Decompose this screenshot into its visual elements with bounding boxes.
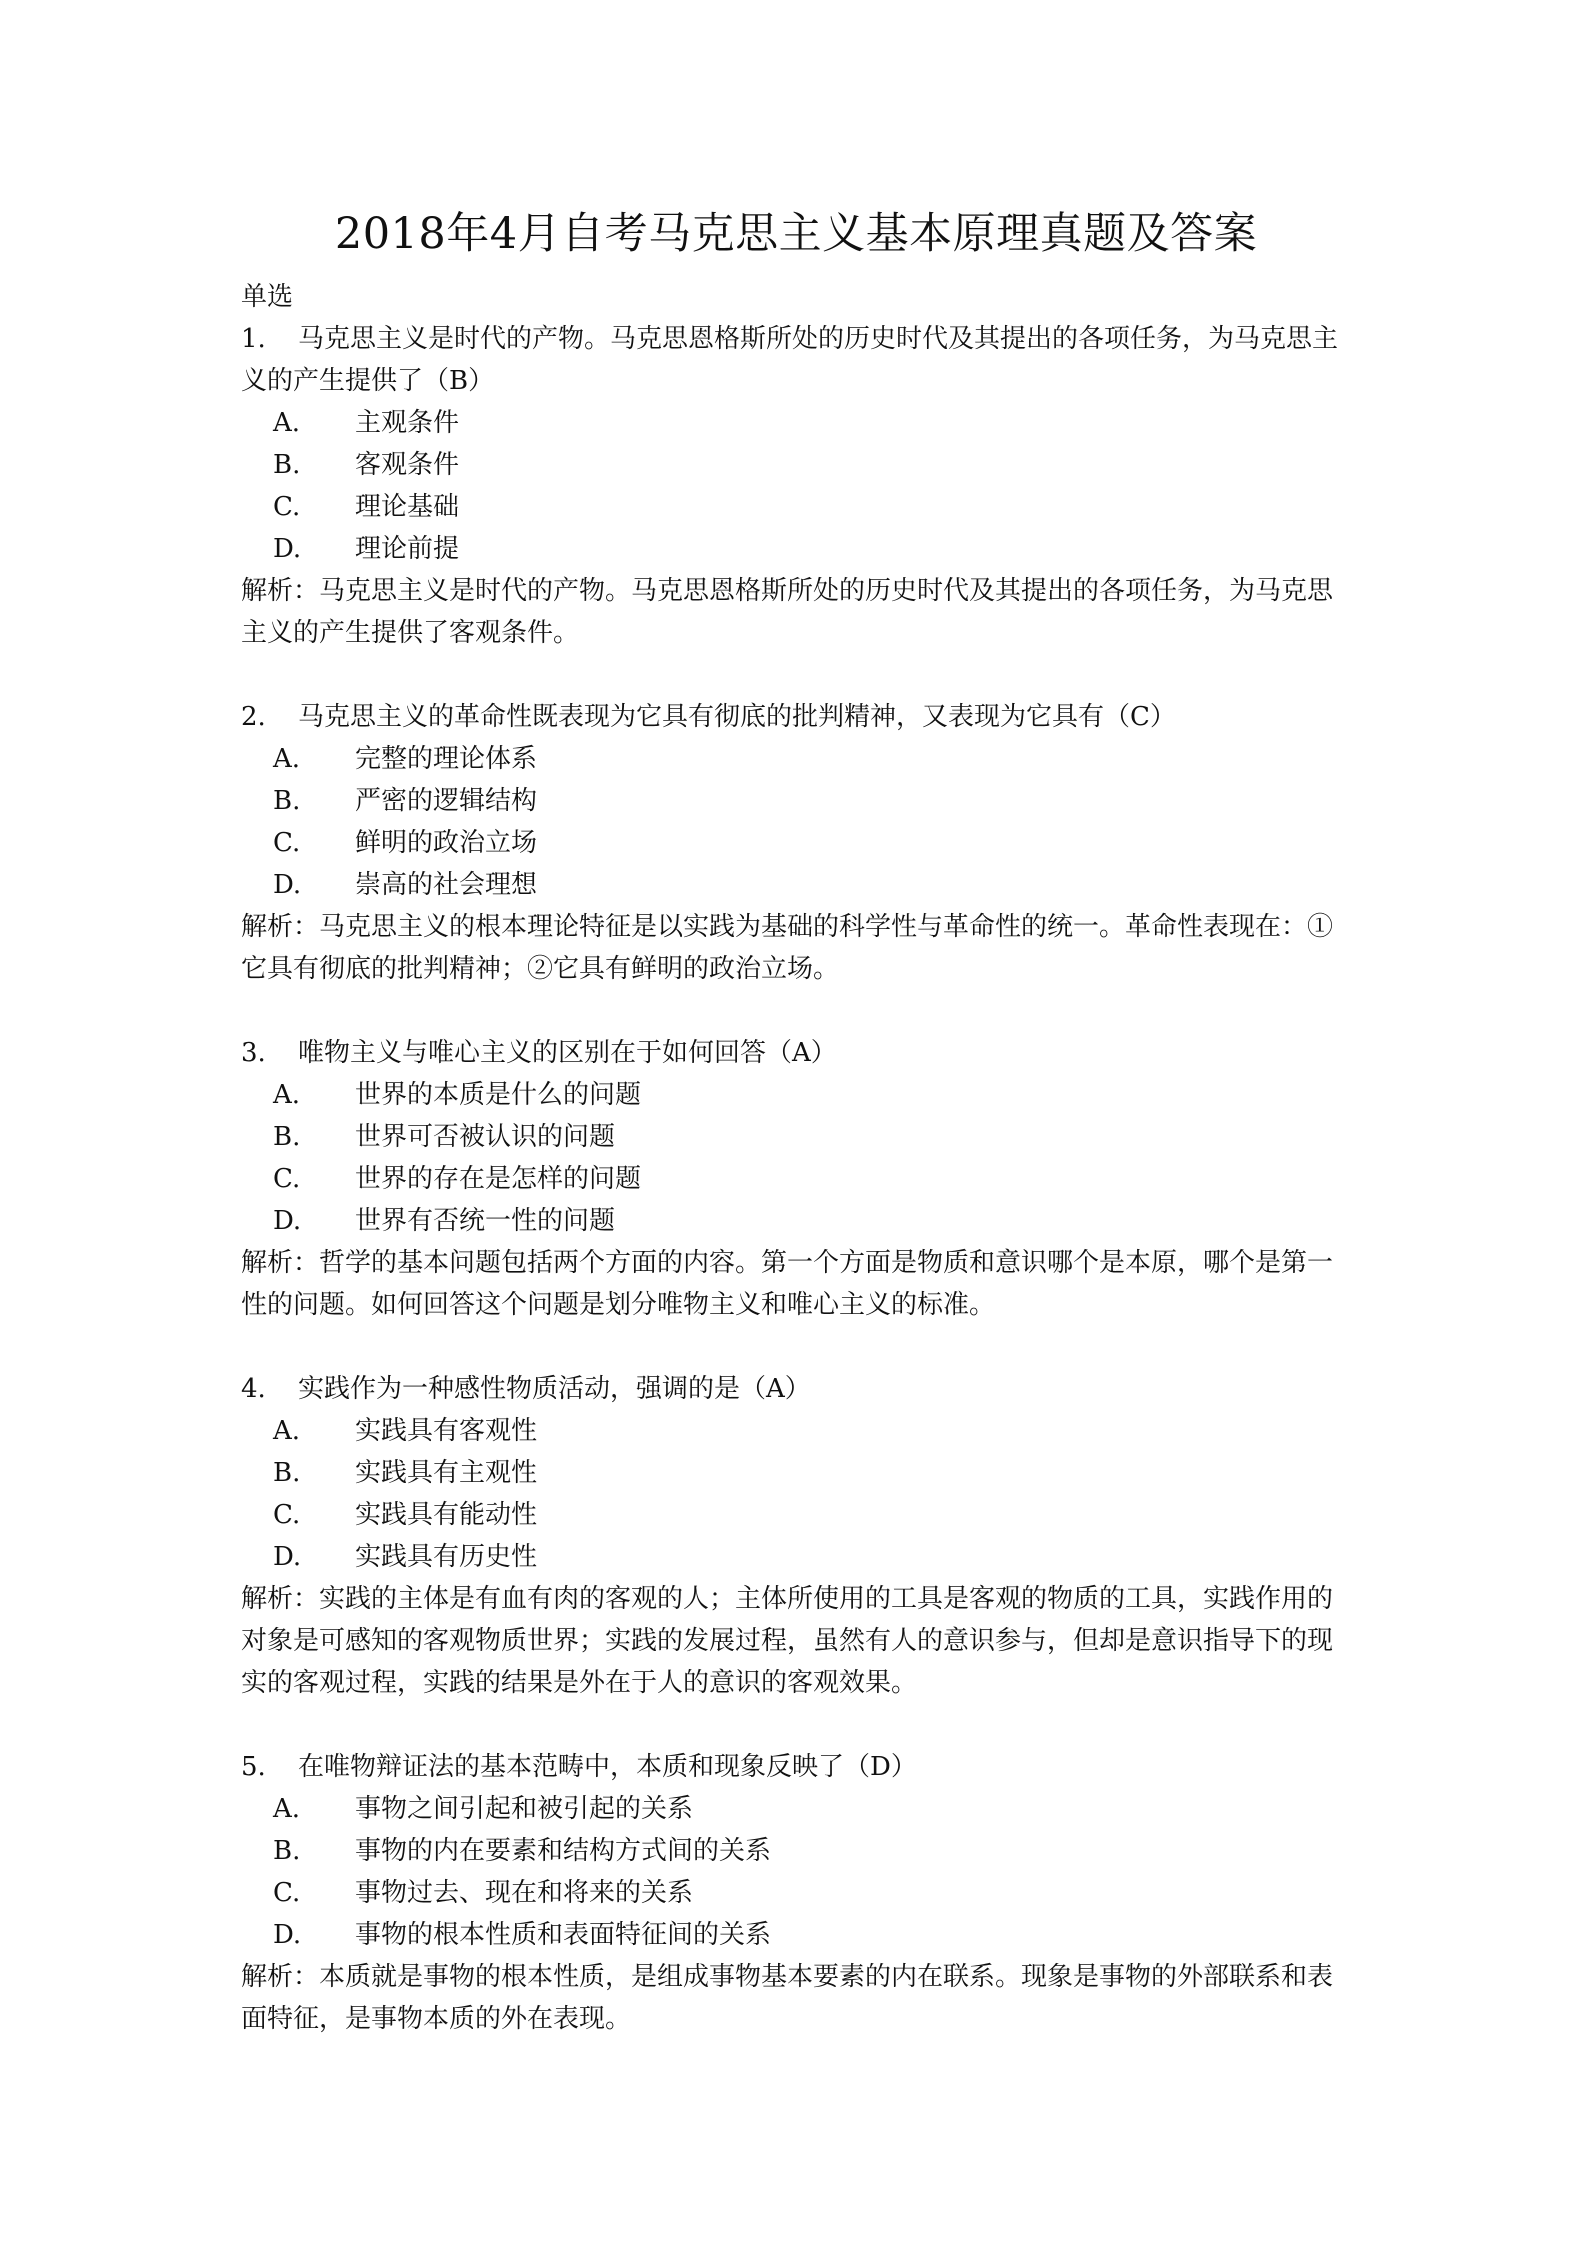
question-stem bbox=[241, 318, 1351, 402]
question-text: 唯物主义与唯心主义的区别在于如何回答（A） bbox=[298, 1038, 837, 1068]
option-text: 实践具有能动性 bbox=[355, 1500, 538, 1530]
option-c bbox=[241, 822, 1351, 864]
option-letter: D. bbox=[273, 534, 302, 564]
question-number: 4. bbox=[241, 1374, 266, 1404]
option-text: 事物过去、现在和将来的关系 bbox=[355, 1878, 694, 1908]
option-text: 实践具有主观性 bbox=[355, 1458, 538, 1488]
question-stem bbox=[241, 1368, 1351, 1410]
question-text: 在唯物辩证法的基本范畴中，本质和现象反映了（D） bbox=[298, 1752, 917, 1782]
option-list bbox=[241, 1410, 1351, 1578]
question-1 bbox=[241, 318, 1351, 654]
option-a bbox=[241, 402, 1351, 444]
option-d bbox=[241, 528, 1351, 570]
option-text: 主观条件 bbox=[355, 408, 460, 438]
option-text: 世界可否被认识的问题 bbox=[355, 1122, 616, 1152]
option-c bbox=[241, 1158, 1351, 1200]
document-title: 2018年4月自考马克思主义基本原理真题及答案 bbox=[334, 209, 1258, 259]
option-b bbox=[241, 1452, 1351, 1494]
option-letter: A. bbox=[273, 408, 301, 438]
option-text: 事物的根本性质和表面特征间的关系 bbox=[355, 1920, 772, 1950]
question-number: 2. bbox=[241, 702, 266, 732]
option-letter: C. bbox=[273, 1878, 301, 1908]
spacer bbox=[241, 1704, 1351, 1746]
option-a bbox=[241, 1788, 1351, 1830]
option-c bbox=[241, 486, 1351, 528]
option-letter: B. bbox=[273, 1122, 301, 1152]
option-a bbox=[241, 1410, 1351, 1452]
option-text: 理论基础 bbox=[355, 492, 460, 522]
option-c bbox=[241, 1872, 1351, 1914]
option-text: 完整的理论体系 bbox=[355, 744, 538, 774]
option-text: 理论前提 bbox=[355, 534, 460, 564]
option-text: 事物的内在要素和结构方式间的关系 bbox=[355, 1836, 772, 1866]
option-c bbox=[241, 1494, 1351, 1536]
option-a bbox=[241, 738, 1351, 780]
question-stem bbox=[241, 696, 1351, 738]
analysis-text: 解析：马克思主义是时代的产物。马克思恩格斯所处的历史时代及其提出的各项任务，为马克思主义的产生提供了客观条件。 bbox=[241, 576, 1334, 648]
option-letter: B. bbox=[273, 786, 301, 816]
option-text: 实践具有历史性 bbox=[355, 1542, 538, 1572]
analysis-text: 解析：马克思主义的根本理论特征是以实践为基础的科学性与革命性的统一。革命性表现在：①它具有彻底的批判精神；②它具有鲜明的政治立场。 bbox=[241, 912, 1334, 984]
question-4 bbox=[241, 1368, 1351, 1704]
option-letter: A. bbox=[273, 1794, 301, 1824]
option-b bbox=[241, 1116, 1351, 1158]
question-3 bbox=[241, 1032, 1351, 1326]
analysis-text: 解析：哲学的基本问题包括两个方面的内容。第一个方面是物质和意识哪个是本原，哪个是第一性的问题。如何回答这个问题是划分唯物主义和唯心主义的标准。 bbox=[241, 1248, 1334, 1320]
option-b bbox=[241, 1830, 1351, 1872]
option-letter: A. bbox=[273, 1416, 301, 1446]
option-text: 鲜明的政治立场 bbox=[355, 828, 538, 858]
option-letter: B. bbox=[273, 1458, 301, 1488]
option-b bbox=[241, 444, 1351, 486]
question-text: 马克思主义是时代的产物。马克思恩格斯所处的历史时代及其提出的各项任务，为马克思主义的产生提供了（B） bbox=[241, 324, 1339, 396]
option-d bbox=[241, 864, 1351, 906]
option-letter: C. bbox=[273, 828, 301, 858]
option-list bbox=[241, 402, 1351, 570]
option-a bbox=[241, 1074, 1351, 1116]
option-letter: D. bbox=[273, 1920, 302, 1950]
option-letter: B. bbox=[273, 1836, 301, 1866]
option-text: 事物之间引起和被引起的关系 bbox=[355, 1794, 694, 1824]
question-stem bbox=[241, 1746, 1351, 1788]
option-list bbox=[241, 738, 1351, 906]
question-text: 马克思主义的革命性既表现为它具有彻底的批判精神，又表现为它具有（C） bbox=[298, 702, 1176, 732]
option-d bbox=[241, 1914, 1351, 1956]
option-list bbox=[241, 1788, 1351, 1956]
option-text: 世界的本质是什么的问题 bbox=[355, 1080, 642, 1110]
section-label: 单选 bbox=[241, 282, 294, 312]
spacer bbox=[241, 654, 1351, 696]
question-number: 1. bbox=[241, 324, 266, 354]
option-text: 严密的逻辑结构 bbox=[355, 786, 538, 816]
option-letter: A. bbox=[273, 744, 301, 774]
question-number: 3. bbox=[241, 1038, 266, 1068]
option-letter: C. bbox=[273, 1500, 301, 1530]
option-letter: C. bbox=[273, 1164, 301, 1194]
option-d bbox=[241, 1200, 1351, 1242]
option-list bbox=[241, 1074, 1351, 1242]
option-letter: D. bbox=[273, 1206, 302, 1236]
spacer bbox=[241, 990, 1351, 1032]
option-letter: C. bbox=[273, 492, 301, 522]
question-number: 5. bbox=[241, 1752, 266, 1782]
spacer bbox=[241, 1326, 1351, 1368]
option-letter: D. bbox=[273, 870, 302, 900]
question-stem bbox=[241, 1032, 1351, 1074]
document-page bbox=[241, 206, 1351, 2040]
option-text: 世界的存在是怎样的问题 bbox=[355, 1164, 642, 1194]
analysis-text: 解析：实践的主体是有血有肉的客观的人；主体所使用的工具是客观的物质的工具，实践作用的对象是可感知的客观物质世界；实践的发展过程，虽然有人的意识参与，但却是意识指导下的现实的客观过程，实践的结果是外在于人的意识的客观效果。 bbox=[241, 1584, 1334, 1698]
question-text: 实践作为一种感性物质活动，强调的是（A） bbox=[298, 1374, 811, 1404]
option-letter: D. bbox=[273, 1542, 302, 1572]
option-d bbox=[241, 1536, 1351, 1578]
analysis-text: 解析：本质就是事物的根本性质，是组成事物基本要素的内在联系。现象是事物的外部联系和表面特征，是事物本质的外在表现。 bbox=[241, 1962, 1334, 2034]
option-text: 世界有否统一性的问题 bbox=[355, 1206, 616, 1236]
option-letter: B. bbox=[273, 450, 301, 480]
question-5 bbox=[241, 1746, 1351, 2040]
option-text: 崇高的社会理想 bbox=[355, 870, 538, 900]
option-text: 实践具有客观性 bbox=[355, 1416, 538, 1446]
option-b bbox=[241, 780, 1351, 822]
question-2 bbox=[241, 696, 1351, 990]
option-text: 客观条件 bbox=[355, 450, 460, 480]
option-letter: A. bbox=[273, 1080, 301, 1110]
